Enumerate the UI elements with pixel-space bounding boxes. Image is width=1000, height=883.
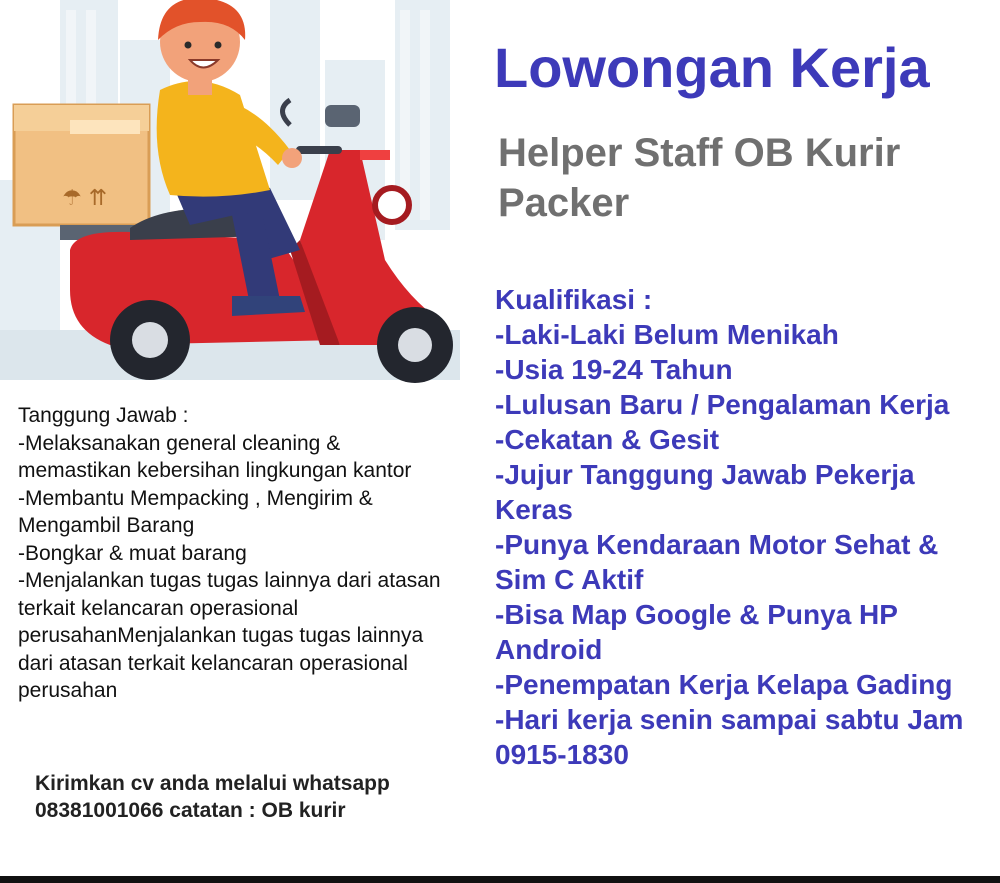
front-wheel	[377, 307, 453, 383]
contact-instruction: Kirimkan cv anda melalui whatsapp	[35, 772, 390, 795]
responsibilities-section	[18, 402, 458, 705]
courier-scooter-svg	[0, 0, 470, 385]
qualification-item: -Jujur Tanggung Jawab Pekerja Keras	[495, 459, 915, 525]
responsibility-item: -Membantu Mempacking , Mengirim & Mengambil Barang	[18, 486, 373, 537]
job-position-title: Helper Staff OB Kurir Packer	[498, 131, 901, 225]
qualifications-section	[495, 282, 990, 772]
courier-scooter-illustration	[0, 0, 470, 385]
bottom-border	[0, 876, 1000, 883]
contact-info	[35, 770, 475, 824]
qualifications-heading: Kualifikasi :	[495, 284, 653, 315]
svg-text:☂ ⇈: ☂ ⇈	[62, 186, 108, 211]
qualification-item: -Hari kerja senin sampai sabtu Jam 0915-1830	[495, 704, 964, 770]
responsibility-item: -Menjalankan tugas tugas lainnya dari atasan terkait kelancaran operasional perusahanMenjalankan tugas tugas lainnya dari atasan terkait kelancaran operasional perusahan	[18, 569, 441, 702]
qualification-item: -Penempatan Kerja Kelapa Gading	[495, 669, 953, 700]
cargo-box	[14, 105, 149, 225]
responsibility-item: -Bongkar & muat barang	[18, 541, 247, 565]
qualification-item: -Punya Kendaraan Motor Sehat & Sim C Aktif	[495, 529, 939, 595]
contact-phone-note: 08381001066 catatan : OB kurir	[35, 799, 346, 822]
qualification-item: -Cekatan & Gesit	[495, 424, 720, 455]
responsibility-item: -Melaksanakan general cleaning & memastikan kebersihan lingkungan kantor	[18, 431, 412, 482]
qualification-item: -Bisa Map Google & Punya HP Android	[495, 599, 898, 665]
qualification-item: -Laki-Laki Belum Menikah	[495, 319, 839, 350]
rear-wheel	[110, 300, 190, 380]
qualification-item: -Lulusan Baru / Pengalaman Kerja	[495, 389, 950, 420]
responsibilities-heading: Tanggung Jawab :	[18, 404, 189, 427]
qualification-item: -Usia 19-24 Tahun	[495, 354, 733, 385]
headline: Lowongan Kerja	[494, 36, 930, 99]
